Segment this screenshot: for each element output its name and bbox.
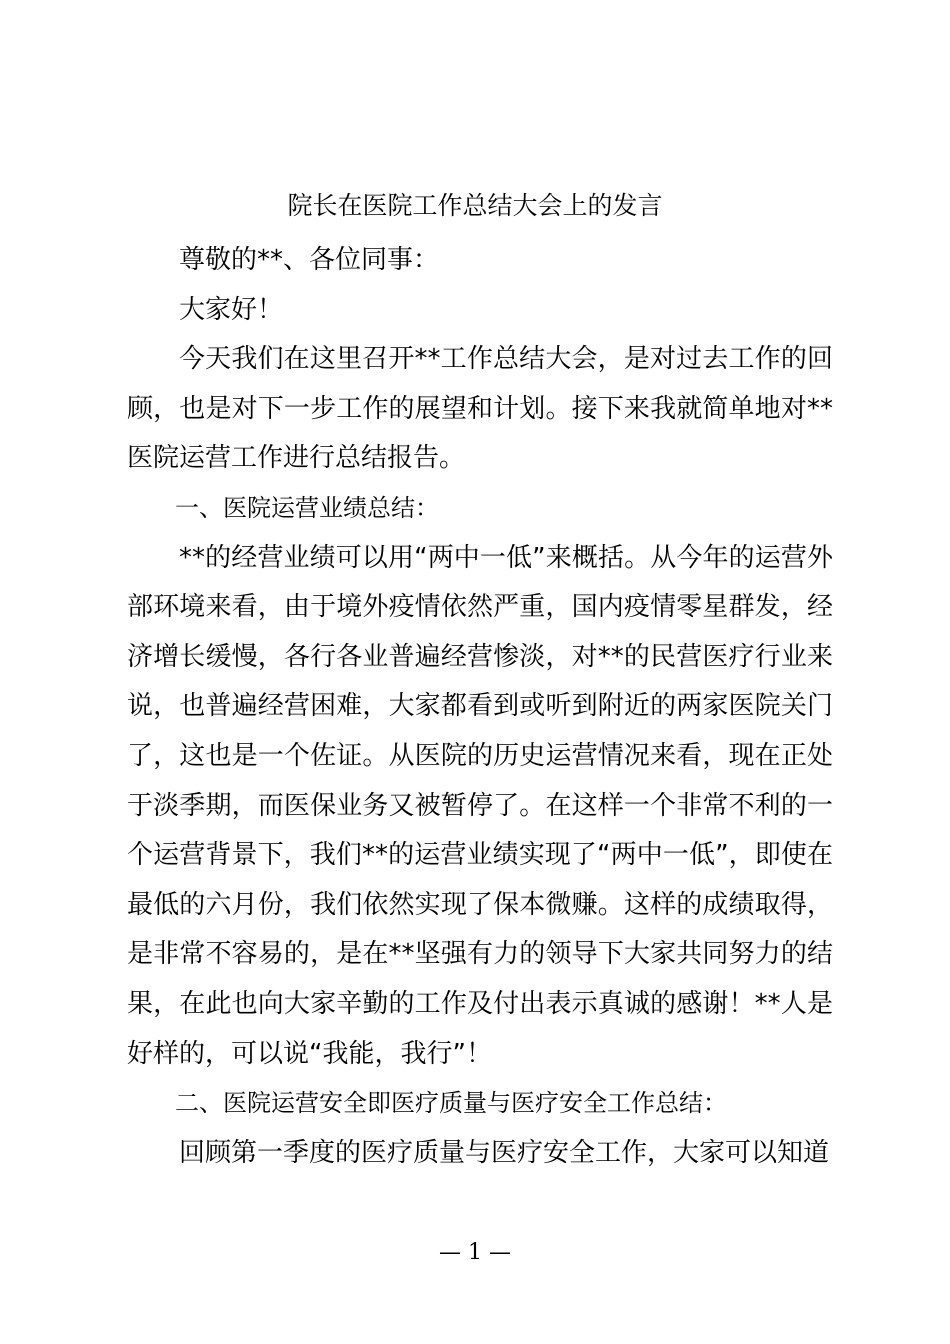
document-title: 院长在医院工作总结大会上的发言	[287, 191, 663, 220]
section-heading-1: 一、医院运营业绩总结：	[175, 493, 439, 522]
greeting: 大家好！	[179, 294, 284, 325]
section-heading-2: 二、医院运营安全即医疗质量与医疗安全工作总结：	[175, 1089, 727, 1118]
section-1-paragraph: **的经营业绩可以用“两中一低”来概括。从今年的运营外部环境来看，由于境外疫情依然严重，国内疫情零星群发，经济增长缓慢，各行各业普遍经营惨淡，对**的民营医疗行业来说，也普遍经营困难，大家都看到或听到附近的两家医院关门了，这也是一个佐证。从医院的历史运营情况来看，现在正处于淡季期，而医保业务又被暂停了。在这样一个非常不利的一个运营背景下，我们**的运营业绩实现了“两中一低”，即使在最低的六月份，我们依然实现了保本微赚。这样的成绩取得，是非常不容易的，是在**坚强有力的领导下大家共同努力的结果，在此也向大家辛勤的工作及付出表示真诚的感谢！**人是好样的，可以说“我能，我行”！	[127, 542, 833, 1069]
salutation: 尊敬的**、各位同事：	[179, 245, 440, 275]
intro-paragraph: 今天我们在这里召开**工作总结大会，是对过去工作的回顾，也是对下一步工作的展望和计划。接下来我就简单地对**医院运营工作进行总结报告。	[127, 344, 833, 474]
section-2-paragraph: 回顾第一季度的医疗质量与医疗安全工作，大家可以知道	[179, 1137, 830, 1168]
document-body	[127, 236, 833, 1178]
page-number: — 1 —	[439, 1240, 511, 1265]
